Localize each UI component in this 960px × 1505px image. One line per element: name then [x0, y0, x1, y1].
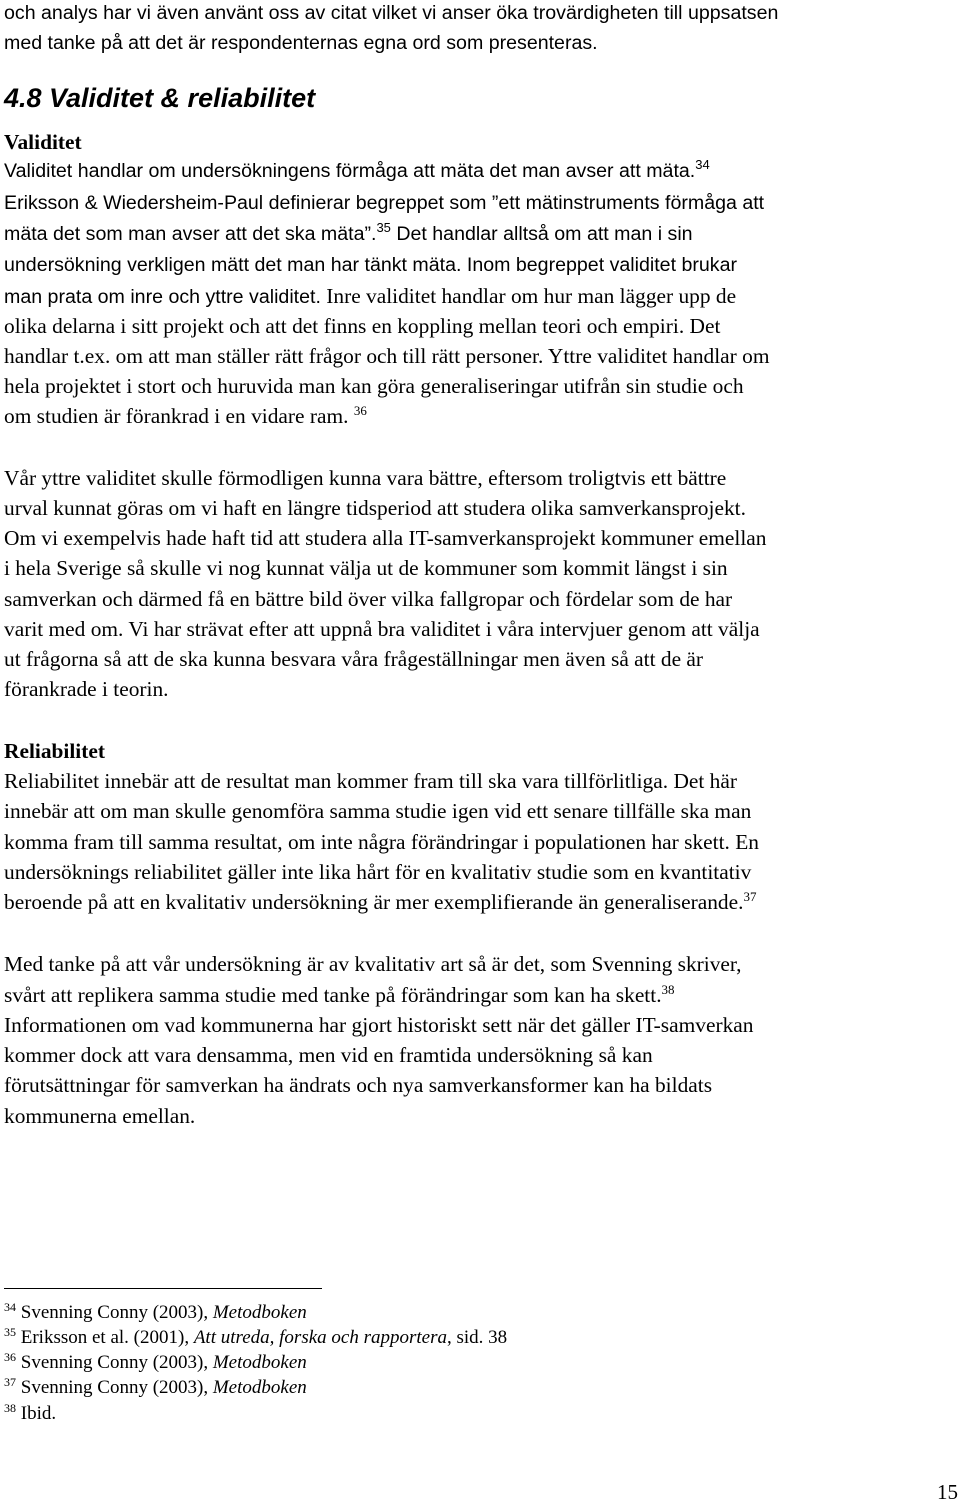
- footnote-ref-35[interactable]: 35: [376, 220, 391, 235]
- body-line: om studien är förankrad i en vidare ram. $^{36}$: [4, 403, 367, 428]
- body-line: beroende på att en kvalitativ undersökning är mer exemplifierande än generaliserande.$^{37}$: [4, 889, 757, 914]
- footnote: $^{35}$ Eriksson et al. (2001), Att utreda, forska och rapportera, sid. 38: [4, 1325, 508, 1348]
- section-heading: 4.8 Validitet & reliabilitet: [4, 83, 316, 113]
- body-line: Eriksson & Wiedersheim-Paul definierar begreppet som ”ett mätinstruments förmåga att: [4, 192, 765, 214]
- footnote: $^{37}$ Svenning Conny (2003), Metodboken: [4, 1375, 307, 1398]
- body-line: kommer dock att vara densamma, men vid en framtida undersökning så kan: [4, 1043, 653, 1067]
- body-line: innebär att om man skulle genomföra samma studie igen vid ett senare tillfälle ska man: [4, 799, 752, 823]
- body-line: Validitet handlar om undersökningens förmåga att mäta det man avser att mäta.$^{34}$: [4, 157, 710, 182]
- body-line: med tanke på att det är respondenternas egna ord som presenteras.: [4, 32, 598, 54]
- footnote: $^{34}$ Svenning Conny (2003), Metodboken: [4, 1300, 307, 1323]
- footnote-ref-36[interactable]: 36: [353, 403, 367, 418]
- body-line: Vår yttre validitet skulle förmodligen kunna vara bättre, eftersom troligtvis ett bättre: [4, 466, 727, 490]
- page-number: 15: [937, 1480, 958, 1504]
- subheading-validitet: Validitet: [4, 130, 82, 154]
- body-line: hela projektet i stort och huruvida man kan göra generaliseringar utifrån sin studie och: [4, 374, 744, 398]
- body-line: komma fram till samma resultat, om inte några förändringar i populationen har skett. En: [4, 830, 759, 854]
- body-line: i hela Sverige så skulle vi nog kunnat välja ut de kommuner som kommit längst i sin: [4, 556, 728, 580]
- body-line: handlar t.ex. om att man ställer rätt frågor och till rätt personer. Yttre validitet handlar om: [4, 344, 770, 368]
- body-line: samverkan och därmed få en bättre bild över vilka fallgropar och fördelar som de har: [4, 587, 733, 611]
- footnote: $^{36}$ Svenning Conny (2003), Metodboken: [4, 1350, 307, 1373]
- footnote: $^{38}$ Ibid.: [4, 1401, 57, 1424]
- body-line: kommunerna emellan.: [4, 1104, 196, 1128]
- body-line: olika delarna i sitt projekt och att det finns en koppling mellan teori och empiri. Det: [4, 314, 721, 338]
- body-line: ut frågorna så att de ska kunna besvara våra frågeställningar men även så att de är: [4, 647, 704, 671]
- footnote-separator: [4, 1288, 322, 1289]
- body-line: man prata om inre och yttre validitet. Inre validitet handlar om hur man lägger upp de: [4, 284, 737, 308]
- body-line: undersöknings reliabilitet gäller inte lika hårt för en kvalitativ studie som en kvantitativ: [4, 860, 752, 884]
- body-line: urval kunnat göras om vi haft en längre tidsperiod att studera olika samverkansprojekt.: [4, 496, 746, 520]
- subheading-reliabilitet: Reliabilitet: [4, 739, 105, 763]
- body-line: förutsättningar för samverkan ha ändrats och nya samverkansformer kan ha bildats: [4, 1073, 713, 1097]
- body-line: varit med om. Vi har strävat efter att uppnå bra validitet i våra intervjuer genom att välja: [4, 617, 760, 641]
- footnote-ref-37[interactable]: 37: [743, 889, 757, 904]
- footnote-ref-34[interactable]: 34: [695, 157, 710, 172]
- body-line: mäta det som man avser att det ska mäta”.$^{35}$ Det handlar alltså om att man i sin: [4, 220, 693, 245]
- body-line: Med tanke på att vår undersökning är av kvalitativ art så är det, som Svenning skriver,: [4, 952, 742, 976]
- body-line: och analys har vi även använt oss av citat vilket vi anser öka trovärdigheten till uppsatsen: [4, 2, 779, 24]
- body-line: förankrade i teorin.: [4, 677, 169, 701]
- body-line: Reliabilitet innebär att de resultat man kommer fram till ska vara tillförlitliga. Det här: [4, 769, 737, 793]
- body-line: undersökning verkligen mätt det man har tänkt mäta. Inom begreppet validitet brukar: [4, 254, 737, 276]
- body-line: svårt att replikera samma studie med tanke på förändringar som kan ha skett.$^{38}$: [4, 982, 675, 1007]
- body-line: Informationen om vad kommunerna har gjort historiskt sett när det gäller IT-samverkan: [4, 1013, 754, 1037]
- body-line: Om vi exempelvis hade haft tid att studera alla IT-samverkansprojekt kommuner emellan: [4, 526, 767, 550]
- footnote-ref-38[interactable]: 38: [661, 982, 675, 997]
